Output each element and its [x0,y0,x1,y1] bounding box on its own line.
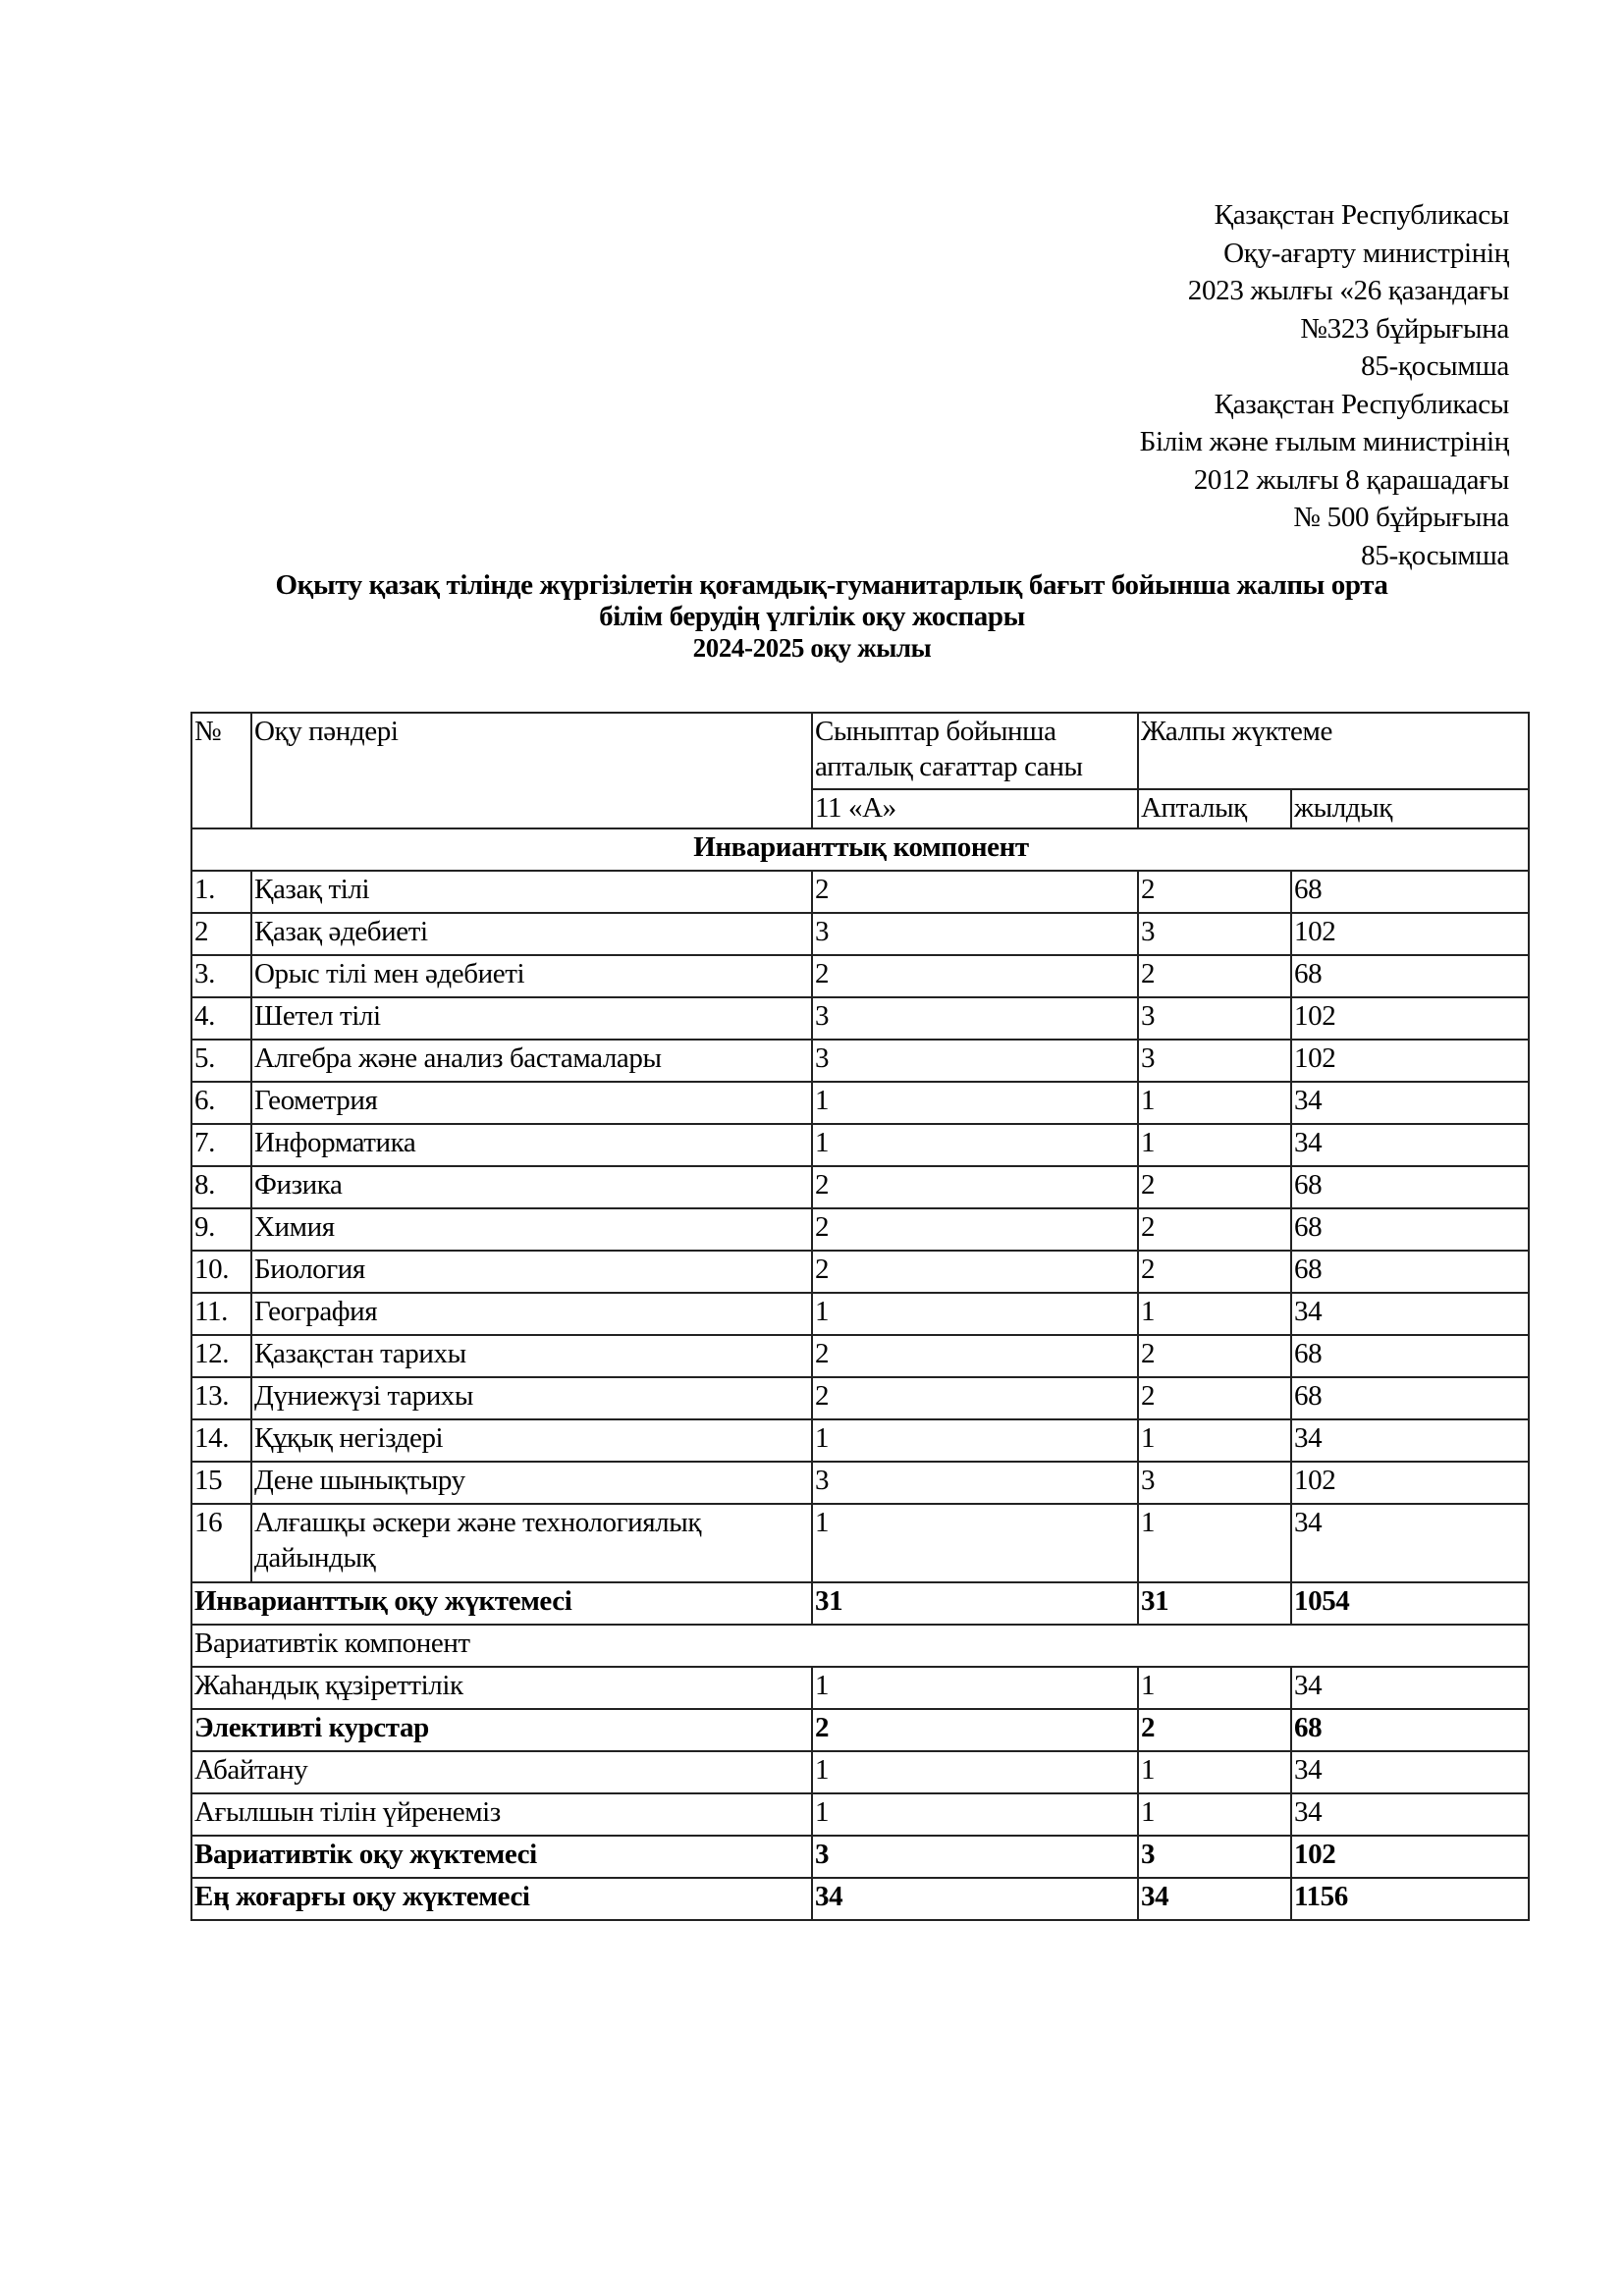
class-hours: 3 [812,1040,1138,1082]
class-hours: 1 [812,1504,1138,1582]
yearly-hours: 68 [1291,1709,1529,1751]
subject-name: Геометрия [251,1082,812,1124]
yearly-hours: 34 [1291,1504,1529,1582]
title-line-1: Оқыту қазақ тілінде жүргізілетін қоғамдық-гуманитарлық бағыт бойынша жалпы орта [275,569,1388,601]
table-row [191,1251,1529,1293]
header-subjects: Оқу пәндері [251,713,812,828]
approval-line: Оқу-ағарту министрінің [1223,237,1509,269]
approval-line: № 500 бұйрығына [1293,502,1509,533]
total-class-hours: 34 [812,1878,1138,1920]
yearly-hours: 68 [1291,955,1529,997]
table-row [191,997,1529,1040]
header-class-name: 11 «А» [812,789,1138,828]
approval-line: 85-қосымша [1361,350,1509,382]
table-row [191,1166,1529,1208]
yearly-hours: 34 [1291,1293,1529,1335]
header-weekly: Апталық [1138,789,1291,828]
yearly-hours: 68 [1291,1208,1529,1251]
table-row [191,1335,1529,1377]
class-hours: 1 [812,1751,1138,1793]
subject-name: Ағылшын тілін үйренеміз [191,1793,812,1836]
table-row [191,1462,1529,1504]
weekly-hours: 1 [1138,1504,1291,1582]
class-hours: 2 [812,1335,1138,1377]
approval-line: 2023 жылғы «26 қазандағы [1187,275,1509,306]
class-hours: 3 [812,1462,1138,1504]
class-hours: 2 [812,955,1138,997]
subject-name: Биология [251,1251,812,1293]
header-total-load: Жалпы жүктеме [1138,713,1529,789]
table-row [191,1709,1529,1751]
table-row [191,1082,1529,1124]
row-number: 5. [191,1040,251,1082]
weekly-hours: 2 [1138,955,1291,997]
subject-name: Құқық негіздері [251,1419,812,1462]
yearly-hours: 102 [1291,1040,1529,1082]
section-variative-label: Вариативтік компонент [191,1625,1529,1667]
academic-year: 2024-2025 оқу жылы [692,633,932,663]
approval-line: Қазақстан Республикасы [1214,199,1509,231]
subject-name: Қазақ тілі [251,871,812,913]
approval-line: 2012 жылғы 8 қарашадағы [1193,463,1509,496]
total-label: Ең жоғарғы оқу жүктемесі [191,1878,812,1920]
weekly-hours: 2 [1138,1166,1291,1208]
row-number: 6. [191,1082,251,1124]
yearly-hours: 68 [1291,1166,1529,1208]
subject-name: Дүниежүзі тарихы [251,1377,812,1419]
total-label: Вариативтік оқу жүктемесі [191,1836,812,1878]
section-row-invariant [191,828,1529,871]
subject-name: Орыс тілі мен әдебиеті [251,955,812,997]
row-number: 13. [191,1377,251,1419]
total-yearly: 1054 [1291,1582,1529,1625]
header-number: № [191,713,251,828]
weekly-hours: 2 [1138,1709,1291,1751]
table-row [191,1377,1529,1419]
class-hours: 2 [812,1166,1138,1208]
subject-name: География [251,1293,812,1335]
subject-name: Алгебра және анализ бастамалары [251,1040,812,1082]
yearly-hours: 34 [1291,1082,1529,1124]
yearly-hours: 68 [1291,1377,1529,1419]
row-number: 14. [191,1419,251,1462]
table-row [191,1504,1529,1582]
header-row [191,713,1529,789]
class-hours: 1 [812,1793,1138,1836]
weekly-hours: 1 [1138,1751,1291,1793]
yearly-hours: 34 [1291,1793,1529,1836]
total-yearly: 1156 [1291,1878,1529,1920]
title-line-2: білім берудің үлгілік оқу жоспары [599,601,1025,632]
yearly-hours: 68 [1291,1251,1529,1293]
weekly-hours: 3 [1138,1462,1291,1504]
weekly-hours: 1 [1138,1082,1291,1124]
total-class-hours: 31 [812,1582,1138,1625]
subject-name: Алғашқы әскери және технологиялық дайындық [251,1504,812,1582]
table-row [191,1040,1529,1082]
table-row [191,1793,1529,1836]
total-weekly: 34 [1138,1878,1291,1920]
table-row [191,1419,1529,1462]
row-number: 16 [191,1504,251,1582]
yearly-hours: 102 [1291,997,1529,1040]
approval-line: 85-қосымша [1361,539,1509,571]
class-hours: 1 [812,1082,1138,1124]
approval-block [1140,196,1509,574]
class-hours: 1 [812,1124,1138,1166]
table-row [191,1124,1529,1166]
weekly-hours: 1 [1138,1124,1291,1166]
subject-name: Шетел тілі [251,997,812,1040]
class-hours: 2 [812,1377,1138,1419]
yearly-hours: 68 [1291,871,1529,913]
weekly-hours: 2 [1138,871,1291,913]
variative-total-row [191,1836,1529,1878]
yearly-hours: 34 [1291,1667,1529,1709]
class-hours: 2 [812,1208,1138,1251]
row-number: 7. [191,1124,251,1166]
class-hours: 2 [812,871,1138,913]
max-total-row [191,1878,1529,1920]
table-row [191,1208,1529,1251]
approval-line: Қазақстан Республикасы [1214,388,1509,420]
yearly-hours: 102 [1291,1462,1529,1504]
table-row [191,955,1529,997]
class-hours: 1 [812,1667,1138,1709]
table-row [191,1667,1529,1709]
section-row-variative [191,1625,1529,1667]
subject-name: Қазақ әдебиеті [251,913,812,955]
row-number: 12. [191,1335,251,1377]
weekly-hours: 1 [1138,1419,1291,1462]
yearly-hours: 34 [1291,1124,1529,1166]
subject-name: Қазақстан тарихы [251,1335,812,1377]
header-yearly: жылдық [1291,789,1529,828]
subject-name: Дене шынықтыру [251,1462,812,1504]
table-row [191,871,1529,913]
table-row [191,1293,1529,1335]
weekly-hours: 2 [1138,1335,1291,1377]
row-number: 9. [191,1208,251,1251]
total-weekly: 31 [1138,1582,1291,1625]
subject-name: Физика [251,1166,812,1208]
row-number: 8. [191,1166,251,1208]
row-number: 1. [191,871,251,913]
yearly-hours: 68 [1291,1335,1529,1377]
row-number: 2 [191,913,251,955]
class-hours: 3 [812,913,1138,955]
yearly-hours: 102 [1291,913,1529,955]
subject-name: Элективті курстар [191,1709,812,1751]
total-label: Инварианттық оқу жүктемесі [191,1582,812,1625]
class-hours: 2 [812,1251,1138,1293]
class-hours: 1 [812,1293,1138,1335]
subject-name: Информатика [251,1124,812,1166]
table-row [191,913,1529,955]
subject-name: Химия [251,1208,812,1251]
approval-line: Білім және ғылым министрінің [1139,426,1509,457]
yearly-hours: 34 [1291,1419,1529,1462]
weekly-hours: 1 [1138,1793,1291,1836]
total-weekly: 3 [1138,1836,1291,1878]
row-number: 4. [191,997,251,1040]
row-number: 10. [191,1251,251,1293]
yearly-hours: 34 [1291,1751,1529,1793]
class-hours: 3 [812,997,1138,1040]
weekly-hours: 1 [1138,1667,1291,1709]
curriculum-table [190,712,1530,1921]
table-row [191,1751,1529,1793]
weekly-hours: 3 [1138,1040,1291,1082]
document-title [0,569,1624,664]
class-hours: 1 [812,1419,1138,1462]
total-class-hours: 3 [812,1836,1138,1878]
approval-line: №323 бұйрығына [1300,312,1509,345]
weekly-hours: 3 [1138,913,1291,955]
class-hours: 2 [812,1709,1138,1751]
row-number: 11. [191,1293,251,1335]
invariant-total-row [191,1582,1529,1625]
total-yearly: 102 [1291,1836,1529,1878]
section-invariant-label: Инварианттық компонент [191,828,1529,871]
weekly-hours: 2 [1138,1377,1291,1419]
row-number: 15 [191,1462,251,1504]
weekly-hours: 2 [1138,1251,1291,1293]
subject-name: Абайтану [191,1751,812,1793]
header-weekly-hours-by-class: Сыныптар бойынша апталық сағаттар саны [812,713,1138,789]
row-number: 3. [191,955,251,997]
subject-name: Жаһандық құзіреттілік [191,1667,812,1709]
weekly-hours: 2 [1138,1208,1291,1251]
weekly-hours: 1 [1138,1293,1291,1335]
weekly-hours: 3 [1138,997,1291,1040]
